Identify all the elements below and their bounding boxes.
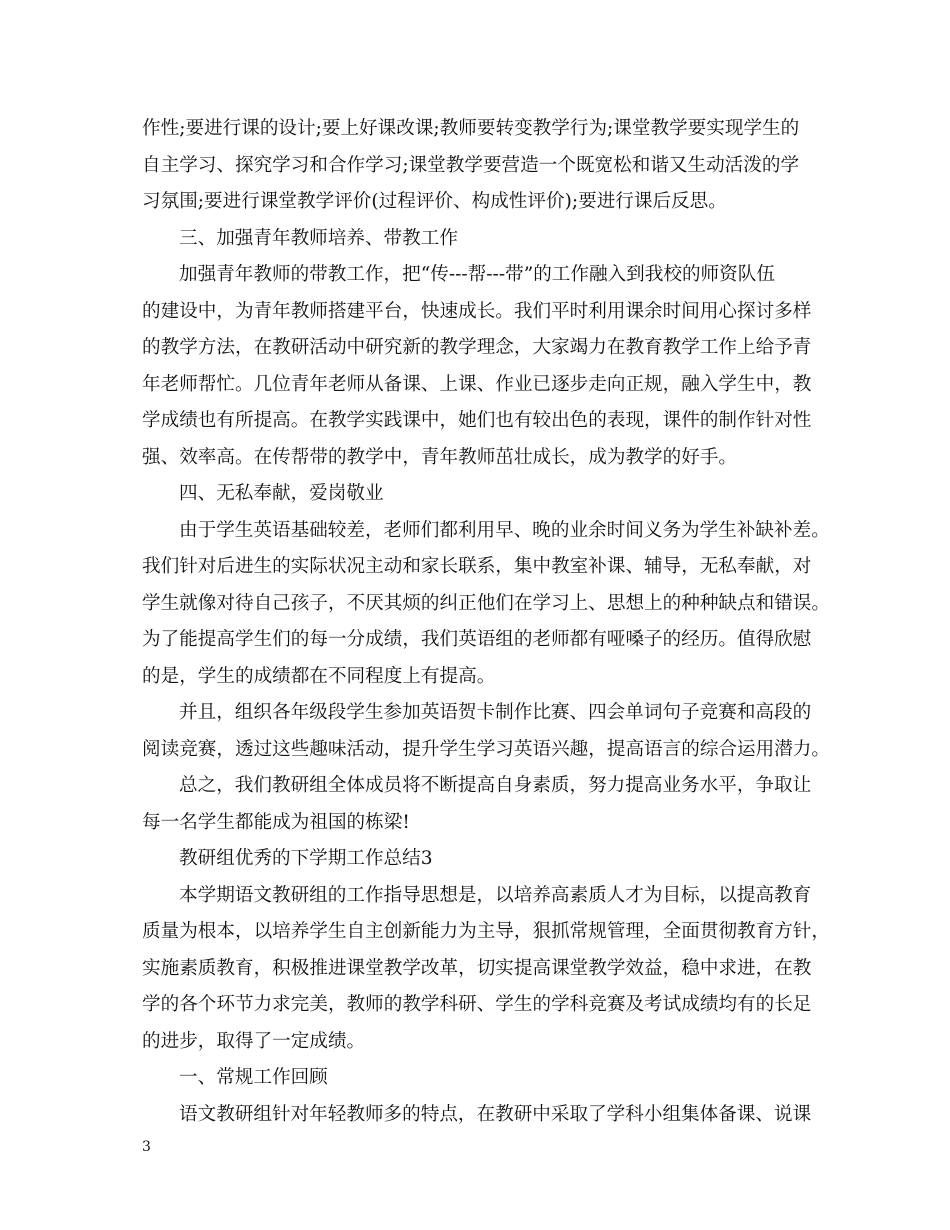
- text-line: 为了能提高学生们的每一分成绩，我们英语组的老师都有哑嗓子的经历。值得欣慰: [142, 629, 812, 650]
- text-line: 的是，学生的成绩都在不同程度上有提高。: [142, 665, 496, 687]
- text-line: 质量为根本，以培养学生自主创新能力为主导，狠抓常规管理，全面贯彻教育方针，: [142, 921, 830, 942]
- text-line: 强、效率高。在传帮带的教学中，青年教师茁壮成长，成为教学的好手。: [142, 446, 738, 468]
- text-line: 学成绩也有所提高。在教学实践课中，她们也有较出色的表现，课件的制作针对性: [142, 410, 812, 431]
- text-line: 年老师帮忙。几位青年老师从备课、上课、作业已逐步走向正规，融入学生中，教: [142, 373, 812, 395]
- text-line-list: [142, 111, 830, 1133]
- text-line: 作性;要进行课的设计;要上好课改课;教师要转变教学行为;课堂教学要实现学生的: [142, 118, 800, 139]
- text-line: 的教学方法，在教研活动中研究新的教学理念，大家竭力在教育教学工作上给予青: [142, 337, 812, 358]
- document-title: 教研组优秀的下学期工作总结3: [179, 848, 433, 869]
- text-line: 学生就像对待自己孩子，不厌其烦的纠正他们在学习上、思想上的种种缺点和错误。: [142, 592, 830, 614]
- section-heading: 三、加强青年教师培养、带教工作: [179, 227, 458, 249]
- text-line: 总之，我们教研组全体成员将不断提高自身素质，努力提高业务水平，争取让: [179, 775, 812, 796]
- text-line: 语文教研组针对年轻教师多的特点，在教研中采取了学科小组集体备课、说课: [179, 1103, 812, 1125]
- text-line: 阅读竞赛，透过这些趣味活动，提升学生学习英语兴趣，提高语言的综合运用潜力。: [142, 738, 830, 760]
- text-line: 每一名学生都能成为祖国的栋梁!: [142, 811, 410, 833]
- section-heading: 四、无私奉献，爱岗敬业: [179, 483, 384, 504]
- text-line: 自主学习、探究学习和合作学习;课堂教学要营造一个既宽松和谐又生动活泼的学: [142, 154, 800, 176]
- text-line: 加强青年教师的带教工作，把“传---帮---带”的工作融入到我校的师资队伍: [179, 264, 775, 285]
- text-line: 习氛围;要进行课堂教学评价(过程评价、构成性评价);要进行课后反思。: [142, 191, 727, 212]
- text-line: 的建设中，为青年教师搭建平台，快速成长。我们平时利用课余时间用心探讨多样: [142, 300, 812, 322]
- text-line: 实施素质教育，积极推进课堂教学改革，切实提高课堂教学效益，稳中求进，在教: [142, 957, 812, 979]
- document-body: [142, 111, 830, 1133]
- page-number: 3: [142, 1139, 151, 1155]
- text-line: 并且，组织各年级段学生参加英语贺卡制作比赛、四会单词句子竞赛和高段的: [179, 702, 812, 723]
- text-line: 的进步，取得了一定成绩。: [142, 1030, 366, 1052]
- text-line: 本学期语文教研组的工作指导思想是，以培养高素质人才为目标，以提高教育: [179, 884, 812, 906]
- section-heading: 一、常规工作回顾: [179, 1067, 328, 1088]
- text-line: 学的各个环节力求完美，教师的教学科研、学生的学科竞赛及考试成绩均有的长足: [142, 994, 812, 1015]
- text-line: 由于学生英语基础较差，老师们都利用早、晚的业余时间义务为学生补缺补差。: [179, 519, 830, 541]
- text-line: 我们针对后进生的实际状况主动和家长联系，集中教室补课、辅导，无私奉献，对: [142, 556, 812, 577]
